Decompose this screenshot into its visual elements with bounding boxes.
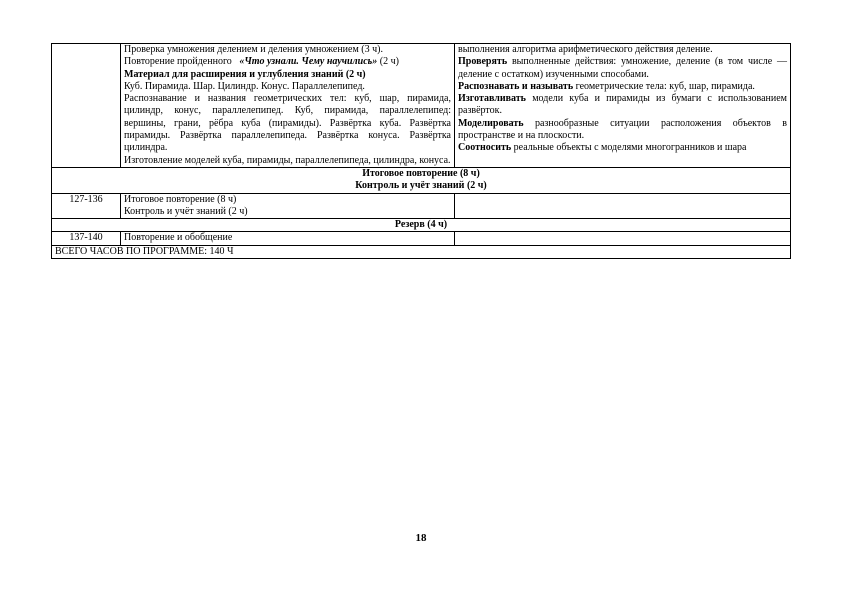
repeat-suffix: (2 ч)	[379, 56, 399, 68]
solids-list-text: Куб. Пирамида. Шар. Цилиндр. Конус. Параллелепипед.	[124, 80, 365, 92]
content-cell	[121, 44, 455, 168]
activities-cell-final-empty	[455, 193, 791, 219]
section-reserve-title: Резерв (4 ч)	[52, 219, 791, 232]
repeat-prefix: Повторение пройденного	[124, 56, 232, 68]
activity-1: выполнения алгоритма арифметического действия деление.	[458, 44, 713, 55]
content-cell-reserve: Повторение и обобщение	[121, 232, 455, 245]
recognition-text: Распознавание и названия геометрических тел: куб, шар, пирамида, цилиндр, конус, параллелепипед. Куб, пирамида, параллелепипед: вершины, грани, рёбра куба (пирамиды). Развёртка куба. Развёртка пирамиды. Развёртка параллелепипеда. Развёртка конуса. Развёртка цилиндра.	[124, 93, 451, 154]
activity-6-rest: реальные объекты с моделями многогранников и шара	[513, 142, 747, 154]
hours-range-final: 127-136	[52, 193, 121, 219]
activity-3-rest: геометрические тела: куб, шар, пирамида.	[575, 80, 755, 92]
final-line-2: Контроль и учёт знаний (2 ч)	[124, 205, 248, 217]
activity-5-verb: Моделировать	[458, 117, 524, 129]
section-header-reserve	[52, 219, 791, 232]
total-hours-text: ВСЕГО ЧАСОВ ПО ПРОГРАММЕ: 140 Ч	[52, 245, 791, 258]
content-cell-final	[121, 193, 455, 219]
activity-3-verb: Распознавать и называть	[458, 80, 574, 92]
repeat-italic: «Что узнали. Чему научились»	[239, 56, 378, 68]
curriculum-table	[51, 43, 791, 259]
repeat-text	[124, 56, 451, 68]
activity-2	[458, 56, 787, 81]
page-number: 18	[415, 532, 427, 544]
section-final-cell	[52, 167, 791, 193]
hours-cell-empty	[52, 44, 121, 168]
table-row-final	[52, 193, 791, 219]
activity-2-verb: Проверять	[458, 56, 508, 68]
extra-material-heading: Материал для расширения и углубления знаний (2 ч)	[124, 68, 366, 80]
activity-6	[458, 142, 787, 154]
activity-4	[458, 93, 787, 118]
table-row-reserve	[52, 232, 791, 245]
check-multiplication-text: Проверка умножения делением и деления умножением (3 ч).	[124, 44, 383, 55]
section-final-subtitle: Контроль и учёт знаний (2 ч)	[355, 180, 487, 192]
table-row-main	[52, 44, 791, 168]
hours-range-reserve: 137-140	[52, 232, 121, 245]
activities-cell	[455, 44, 791, 168]
models-text: Изготовление моделей куба, пирамиды, параллелепипеда, цилиндра, конуса.	[124, 154, 451, 166]
activity-5-rest: разнообразные ситуации расположения объектов в пространстве и на плоскости.	[458, 117, 788, 142]
activity-4-verb: Изготавливать	[458, 93, 526, 105]
section-header-final	[52, 167, 791, 193]
activity-2-rest: выполненные действия: умножение, деление (в том числе —деление с остатком) изученными способами.	[458, 56, 788, 80]
activity-5	[458, 118, 787, 143]
section-final-title: Итоговое повторение (8 ч)	[362, 167, 480, 179]
activity-4-rest: модели куба и пирамиды из бумаги с использованием развёрток.	[458, 93, 787, 117]
activities-cell-reserve-empty	[455, 232, 791, 245]
final-line-1: Итоговое повторение (8 ч)	[124, 193, 237, 205]
total-row	[52, 245, 791, 258]
activity-3	[458, 81, 787, 93]
activity-6-verb: Соотносить	[458, 142, 512, 154]
